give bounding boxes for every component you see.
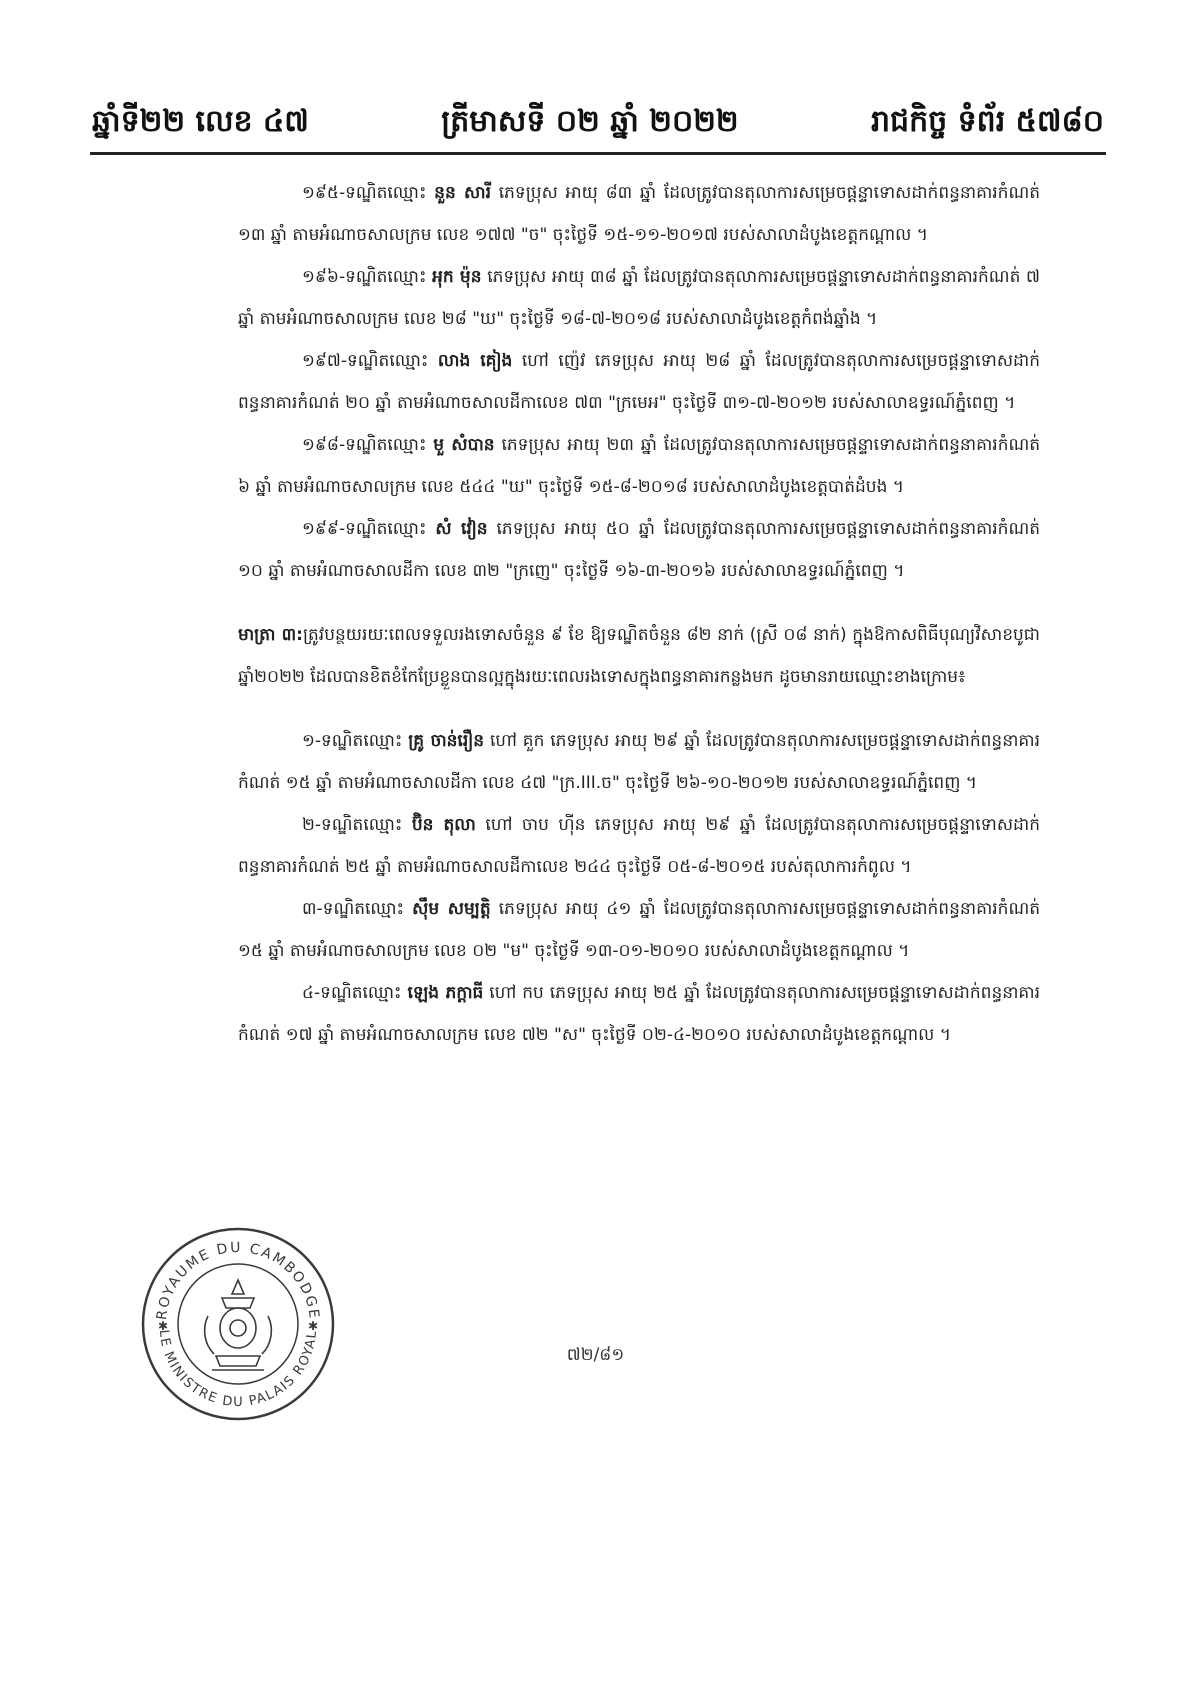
entry-prefix: ៣-ទណ្ឌិតឈ្មោះ: [302, 899, 405, 919]
header-issue: ឆ្នាំទី២២ លេខ ៤៧: [92, 104, 309, 139]
spacer: [238, 698, 1040, 720]
entry-text: ភេទប្រុស អាយុ ៤១ ឆ្នាំ ដែលត្រូវបានតុលាការសម្រេចផ្តន្ទាទោសដាក់ពន្ធនាគារកំណត់ ១៥ ឆ្នាំ តាមអំណាចសាលក្រម លេខ ០២ "ម" ចុះថ្ងៃទី ១៣-០១-២០១០ របស់សាលាដំបូងខេត្តកណ្តាល ។: [238, 899, 1040, 961]
entry-list-b: [238, 720, 1040, 1056]
seal-graphic: [138, 1224, 338, 1424]
entry-prefix: ៤-ទណ្ឌិតឈ្មោះ: [302, 983, 402, 1003]
entry-name: លាង គៀង: [437, 351, 513, 371]
seal-text-bottom: LE MINISTRE DU PALAIS ROYAL: [155, 1329, 321, 1411]
entry-prefix: ១៩៩-ទណ្ឌិតឈ្មោះ: [302, 519, 427, 539]
entry-text: ភេទប្រុស អាយុ ២៣ ឆ្នាំ ដែលត្រូវបានតុលាការសម្រេចផ្តន្ទាទោសដាក់ពន្ធនាគារកំណត់ ៦ ឆ្នាំ តាមអំណាចសាលក្រម លេខ ៥៤៤ "ឃ" ចុះថ្ងៃទី ១៥-៨-២០១៨ របស់សាលាដំបូងខេត្តបាត់ដំបង ។: [238, 435, 1041, 497]
entry-text: ភេទប្រុស អាយុ ៥០ ឆ្នាំ ដែលត្រូវបានតុលាការសម្រេចផ្តន្ទាទោសដាក់ពន្ធនាគារកំណត់ ១០ ឆ្នាំ តាមអំណាចសាលដីកា លេខ ៣២ "ក្រញេ" ចុះថ្ងៃទី ១៦-៣-២០១៦ របស់សាលាឧទ្ធរណ៍ភ្នំពេញ ។: [238, 519, 1041, 581]
document-body: [238, 172, 1040, 1056]
seal-text-top: ROYAUME DU CAMBODGE: [153, 1239, 323, 1321]
article-paragraph: [238, 614, 1040, 698]
entry-text: ហៅ គួក ភេទប្រុស អាយុ ២៩ ឆ្នាំ ដែលត្រូវបានតុលាការសម្រេចផ្តន្ទាទោសដាក់ពន្ធនាគារកំណត់ ១៥ ឆ្នាំ តាមអំណាចសាលដីកា លេខ ៤៧ "ក្រ.III.ច" ចុះថ្ងៃទី ២៦-១០-២០១២ របស់សាលាឧទ្ធរណ៍ភ្នំពេញ ។: [238, 731, 1040, 793]
entry-prefix: ១-ទណ្ឌិតឈ្មោះ: [302, 731, 403, 751]
entry-prefix: ១៩៨-ទណ្ឌិតឈ្មោះ: [302, 435, 427, 455]
entry-text: ហៅ ចាប ហ៊ីន ភេទប្រុស អាយុ ២៩ ឆ្នាំ ដែលត្រូវបានតុលាការសម្រេចផ្តន្ទាទោសដាក់ពន្ធនាគារកំណត់ ២៥ ឆ្នាំ តាមអំណាចសាលដីកាលេខ ២៤៤ ចុះថ្ងៃទី ០៥-៨-២០១៥ របស់តុលាការកំពូល ។: [238, 815, 1041, 877]
entry-text: ភេទប្រុស អាយុ ៨៣ ឆ្នាំ ដែលត្រូវបានតុលាការសម្រេចផ្តន្ទាទោសដាក់ពន្ធនាគារកំណត់ ១៣ ឆ្នាំ តាមអំណាចសាលក្រម លេខ ១៧៧ "ច" ចុះថ្ងៃទី ១៥-១១-២០១៧ របស់សាលាដំបូងខេត្តកណ្តាល ។: [238, 183, 1041, 245]
entry-prefix: ១៩៦-ទណ្ឌិតឈ្មោះ: [302, 267, 427, 287]
list-item: [238, 804, 1040, 888]
header-page: រាជកិច្ច ទំព័រ ៥៧៨០: [871, 104, 1104, 139]
star-icon: ✱: [308, 1319, 319, 1333]
list-item: [238, 172, 1040, 256]
entry-name: សំ វៀន: [435, 519, 488, 539]
list-item: [238, 256, 1040, 340]
entry-name: នួន សារី: [434, 183, 491, 203]
entry-prefix: ២-ទណ្ឌិតឈ្មោះ: [302, 815, 403, 835]
entry-text: ហៅ កប ភេទប្រុស អាយុ ២៥ ឆ្នាំ ដែលត្រូវបានតុលាការសម្រេចផ្តន្ទាទោសដាក់ពន្ធនាគារកំណត់ ១៧ ឆ្នាំ តាមអំណាចសាលក្រម លេខ ៧២ "ស" ចុះថ្ងៃទី ០២-៤-២០១០ របស់សាលាដំបូងខេត្តកណ្តាល ។: [238, 983, 1041, 1045]
entry-name: ស៊ឹម សម្បត្តិ: [412, 899, 491, 919]
entry-name: ឡេង ភក្ដាធី: [407, 983, 484, 1003]
entry-list-a: [238, 172, 1040, 592]
entry-prefix: ១៩៥-ទណ្ឌិតឈ្មោះ: [302, 183, 427, 203]
list-item: [238, 888, 1040, 972]
royal-seal-stamp: [138, 1224, 338, 1424]
entry-prefix: ១៩៧-ទណ្ឌិតឈ្មោះ: [302, 351, 429, 371]
page-number: ៧២/៨១: [566, 1345, 625, 1365]
spacer: [238, 592, 1040, 614]
list-item: [238, 972, 1040, 1056]
article-title: មាត្រា ៣:: [238, 625, 303, 645]
entry-name: មួ សំបាន: [433, 435, 495, 455]
article-text: ត្រូវបន្ថយរយៈពេលទទួលរងទោសចំនួន ៩ ខែ ឱ្យទណ្ឌិតចំនួន ៨២ នាក់ (ស្រី ០៨ នាក់) ក្នុងឱកាសពិធីបុណ្យវិសាខបូជាឆ្នាំ២០២២ ដែលបានខិតខំកែប្រែខ្លួនបានល្អក្នុងរយៈពេលរងទោសក្នុងពន្ធនាគារកន្លងមក ដូចមានរាយឈ្មោះខាងក្រោម៖: [238, 625, 1040, 687]
header-divider: [90, 152, 1106, 155]
entry-text: ភេទប្រុស អាយុ ៣៨ ឆ្នាំ ដែលត្រូវបានតុលាការសម្រេចផ្តន្ទាទោសដាក់ពន្ធនាគារកំណត់ ៧ ឆ្នាំ តាមអំណាចសាលក្រម លេខ ២៨ "ឃ" ចុះថ្ងៃទី ១៨-៧-២០១៨ របស់សាលាដំបូងខេត្តកំពង់ឆ្នាំង ។: [238, 267, 1040, 329]
entry-name: គ្រូ ចាន់រឿន: [408, 731, 485, 751]
entry-name: ប៊ិន តុលា: [411, 815, 476, 835]
list-item: [238, 424, 1040, 508]
list-item: [238, 340, 1040, 424]
header-quarter: ត្រីមាសទី ០២ ឆ្នាំ ២០២២: [441, 104, 739, 139]
list-item: [238, 720, 1040, 804]
entry-name: អុក ម៉ុន: [432, 267, 482, 287]
entry-text: ហៅ ញ៉េវ ភេទប្រុស អាយុ ២៨ ឆ្នាំ ដែលត្រូវបានតុលាការសម្រេចផ្តន្ទាទោសដាក់ពន្ធនាគារកំណត់ ២០ ឆ្នាំ តាមអំណាចសាលដីកាលេខ ៧៣ "ក្រមេអ" ចុះថ្ងៃទី ៣១-៧-២០១២ របស់សាលាឧទ្ធរណ៍ភ្នំពេញ ។: [238, 351, 1040, 413]
page-header: [92, 86, 1104, 146]
star-icon: ✱: [158, 1319, 169, 1333]
list-item: [238, 508, 1040, 592]
